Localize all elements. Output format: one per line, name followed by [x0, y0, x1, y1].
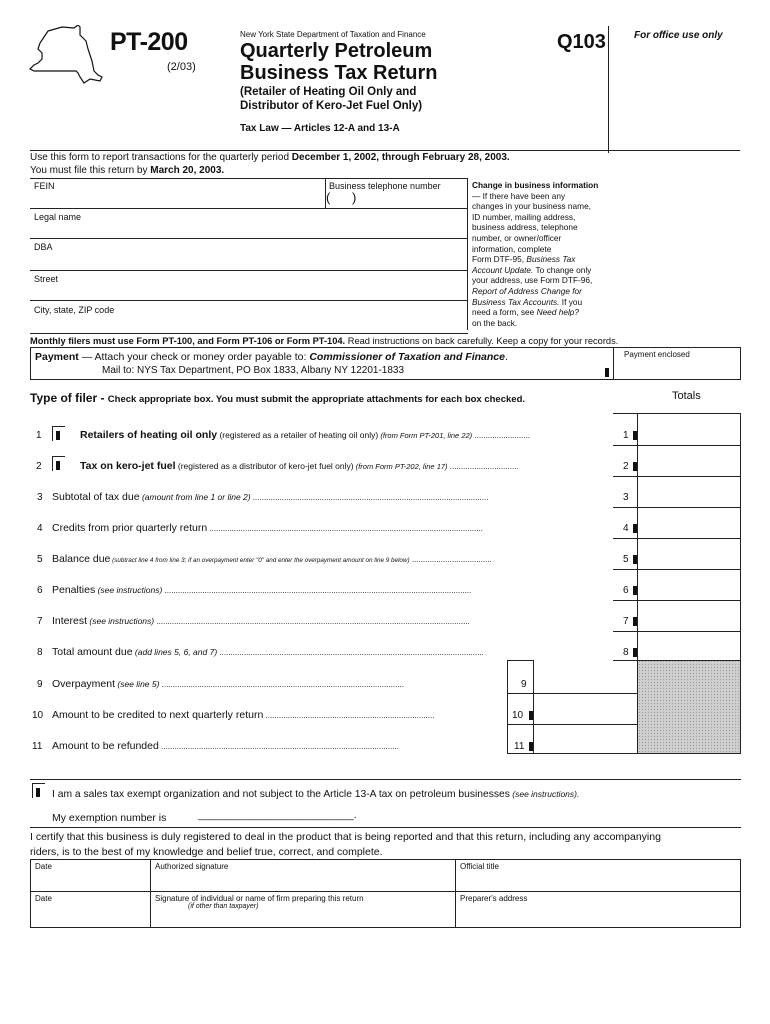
legal-name-label: Legal name: [34, 212, 82, 222]
payment-line: Payment — Attach your check or money order payable to: Commissioner of Taxation and Finance.: [35, 351, 508, 363]
new-york-state-map-icon: [28, 25, 104, 87]
line-9-ref: 9: [521, 679, 527, 690]
line-4-ref: 4: [623, 523, 629, 534]
line-1-label: Retailers of heating oil only (registered as a retailer of heating oil only) (from Form PT-201, line 22) .........................: [80, 429, 530, 441]
monthly-filers-notice: Monthly filers must use Form PT-100, and Form PT-106 or Form PT-104. Read instructions on back carefully. Keep a copy for your records.: [30, 336, 619, 346]
payment-mail-to: Mail to: NYS Tax Department, PO Box 1833, Albany NY 12201-1833: [102, 365, 405, 376]
line-5-amount[interactable]: [638, 547, 740, 569]
line-7-number: 7: [37, 616, 43, 627]
line-4-number: 4: [37, 523, 43, 534]
change-info-heading: Change in business information: [472, 180, 599, 190]
line-1-ref: 1: [623, 430, 629, 441]
phone-field[interactable]: ( ): [326, 190, 357, 205]
line-7-amount[interactable]: [638, 609, 740, 631]
line-9-amount[interactable]: [534, 671, 636, 693]
authorized-signature-field[interactable]: [151, 872, 454, 890]
certification-line2: riders, is to the best of my knowledge and belief true, correct, and complete.: [30, 846, 383, 858]
tax-law: Tax Law — Articles 12-A and 13-A: [240, 123, 400, 134]
line-4-amount[interactable]: [638, 516, 740, 538]
form-date: (2/03): [167, 61, 196, 73]
city-label: City, state, ZIP code: [34, 305, 115, 315]
line-6-label: Penalties (see instructions) ..........................................................................................................................................: [52, 584, 472, 596]
exemption-number-field[interactable]: ____________________________.: [198, 810, 357, 821]
form-subtitle-line2: Distributor of Kero-Jet Fuel Only): [240, 100, 423, 112]
date-field-1[interactable]: [31, 872, 149, 890]
dba-field[interactable]: [30, 252, 466, 270]
line-10-number: 10: [32, 710, 44, 721]
line-4-label: Credits from prior quarterly return ...........................................................................................................................: [52, 522, 483, 534]
line-2-ref: 2: [623, 461, 629, 472]
totals-label: Totals: [672, 390, 701, 402]
line-10-label: Amount to be credited to next quarterly return ............................................................................: [52, 709, 435, 721]
quarter-code: Q103: [557, 31, 606, 53]
fein-field[interactable]: [30, 192, 324, 208]
change-info-text: — If there have been any changes in your business name, ID number, mailing address, business address, telephone number, or owner/officer information, complete Form DTF-95, Business Tax Account Update. To change only your address, use Form DTF-96, Report of Address Change for Business Tax Accounts. If you need a form, see Need help? on the back.: [472, 190, 593, 328]
date-field-2[interactable]: [31, 905, 149, 927]
form-id: PT-200: [110, 28, 188, 56]
line-8-amount[interactable]: [638, 640, 740, 660]
street-label: Street: [34, 274, 59, 284]
line-11-ref: 11: [514, 741, 525, 752]
office-use-label: For office use only: [634, 30, 723, 41]
exemption-number-label: My exemption number is: [52, 812, 167, 824]
official-title-label: Official title: [460, 862, 499, 871]
preparer-signature-field[interactable]: [151, 912, 454, 927]
official-title-field[interactable]: [456, 872, 740, 890]
preparer-signature-note: (if other than taxpayer): [188, 903, 259, 910]
shaded-office-area: [638, 660, 740, 753]
line-5-label: Balance due (subtract line 4 from line 3; if an overpayment enter "0" and enter the overpayment amount on line 9 below) ....................................: [52, 553, 492, 565]
city-field[interactable]: [30, 315, 466, 331]
preparer-address-label: Preparer's address: [460, 894, 528, 903]
line-10-amount[interactable]: [534, 702, 636, 724]
payment-enclosed-marker: [605, 368, 609, 377]
intro-deadline: You must file this return by March 20, 2003.: [30, 165, 225, 176]
line-6-amount[interactable]: [638, 578, 740, 600]
authorized-signature-label: Authorized signature: [155, 862, 229, 871]
line-2-amount[interactable]: [638, 454, 740, 476]
preparer-address-field[interactable]: [456, 905, 740, 927]
line-8-ref: 8: [623, 647, 629, 658]
line-11-number: 11: [32, 741, 43, 752]
line-6-ref: 6: [623, 585, 629, 596]
phone-label: Business telephone number: [329, 181, 441, 191]
line-5-ref: 5: [623, 554, 629, 565]
preparer-signature-label: Signature of individual or name of firm preparing this return: [155, 894, 364, 903]
payment-enclosed-field[interactable]: [614, 360, 740, 379]
line-7-ref: 7: [623, 616, 629, 627]
certification-line1: I certify that this business is duly registered to deal in the product that is being reported and that this return, including any accompanying: [30, 831, 661, 843]
payment-enclosed-label: Payment enclosed: [624, 350, 690, 359]
change-info-box: [472, 180, 612, 328]
line-7-label: Interest (see instructions) .............................................................................................................................................: [52, 615, 470, 627]
line-9-number: 9: [37, 679, 43, 690]
line-2-label: Tax on kero-jet fuel (registered as a distributor of kero-jet fuel only) (from Form PT-202, line 17) ...............................: [80, 460, 519, 472]
legal-name-field[interactable]: [30, 222, 466, 238]
intro-period: Use this form to report transactions for the quarterly period December 1, 2002, through February 28, 2003.: [30, 152, 510, 163]
form-subtitle-line1: (Retailer of Heating Oil Only and: [240, 86, 417, 98]
form-title-line1: Quarterly Petroleum: [240, 40, 433, 62]
form-title-line2: Business Tax Return: [240, 62, 438, 84]
line-8-number: 8: [37, 647, 43, 658]
agency-name: New York State Department of Taxation and Finance: [240, 30, 426, 39]
fein-label: FEIN: [34, 181, 55, 191]
date-label-1: Date: [35, 862, 52, 871]
line-2-number: 2: [36, 461, 42, 472]
line-3-label: Subtotal of tax due (amount from line 1 or line 2) ..........................................................................................................: [52, 491, 489, 503]
line-3-ref: 3: [623, 492, 629, 503]
kero-jet-checkbox[interactable]: [52, 456, 65, 471]
line-8-label: Total amount due (add lines 5, 6, and 7) .......................................................................................................................: [52, 646, 484, 658]
line-1-amount[interactable]: [638, 423, 740, 445]
line-10-ref: 10: [512, 710, 524, 721]
line-6-number: 6: [37, 585, 43, 596]
line-5-number: 5: [37, 554, 43, 565]
line-11-label: Amount to be refunded ...........................................................................................................: [52, 740, 399, 752]
heating-oil-checkbox[interactable]: [52, 426, 65, 441]
sales-tax-exempt-statement: I am a sales tax exempt organization and not subject to the Article 13-A tax on petroleum businesses (see instructions).: [52, 789, 580, 800]
date-label-2: Date: [35, 894, 52, 903]
sales-tax-exempt-checkbox[interactable]: [32, 783, 45, 798]
line-9-label: Overpayment (see line 5) .............................................................................................................: [52, 678, 404, 690]
street-field[interactable]: [30, 284, 466, 300]
dba-label: DBA: [34, 242, 53, 252]
line-1-number: 1: [36, 430, 42, 441]
line-3-amount[interactable]: [638, 485, 740, 507]
type-of-filer-heading: Type of filer - Check appropriate box. You must submit the appropriate attachments for each box checked.: [30, 391, 526, 405]
line-11-amount[interactable]: [534, 733, 636, 753]
line-3-number: 3: [37, 492, 43, 503]
